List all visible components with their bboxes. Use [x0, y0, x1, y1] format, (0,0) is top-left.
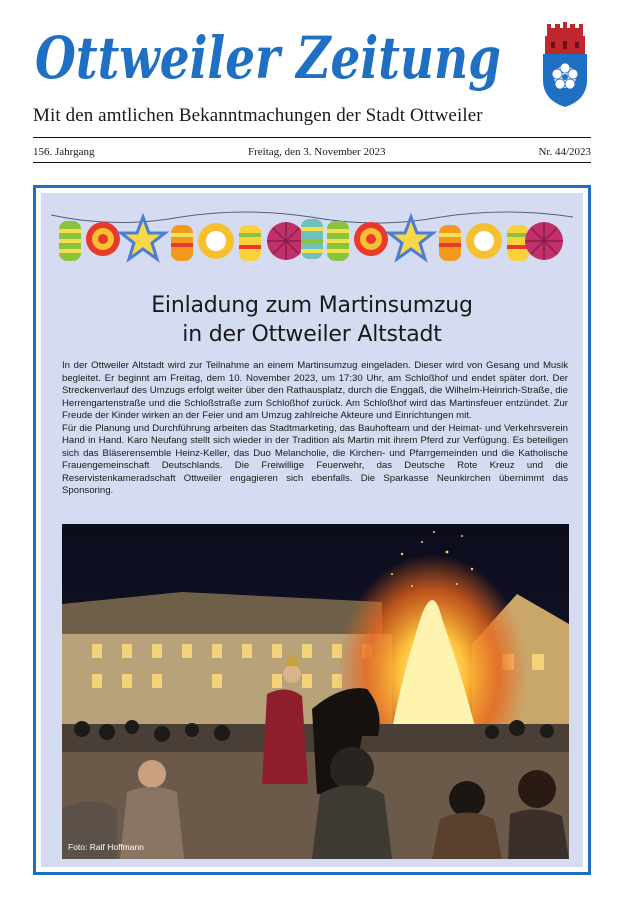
photo-credit: Foto: Ralf Hoffmann: [68, 842, 144, 852]
volume-label: 156. Jahrgang: [33, 146, 95, 158]
masthead-title: Ottweiler Zeitung: [35, 24, 501, 92]
coat-of-arms-icon: [541, 22, 589, 108]
feature-frame: [33, 185, 591, 875]
article-paragraph-1: In der Ottweiler Altstadt wird zur Teilnahme an einem Martinsumzug eingeladen. Dieser wird von Gesang und Musik begleitet. Er beginnt am Freitag, dem 10. November 2023, um 17:30 Uhr, am Schloßhof und endet später dort. Der Streckenverlauf des Umzugs erfolgt weiter über den Rathausplatz, durch die Enggaß, die Wilhelm-Heinrich-Straße, die Herrengartenstraße und die Schloßstraße zum Schloßhof zurück. Am Schloßhof wird das Martinsfeuer entzündet. Zur Freude der Kinder wirken an der Feier und am Umzug zahlreiche Akteure und Einrichtungen mit.: [62, 360, 568, 421]
martin-fire-photo: [62, 524, 569, 859]
bottom-rule: [33, 162, 591, 163]
masthead-subtitle: Mit den amtlichen Bekanntmachungen der Stadt Ottweiler: [33, 105, 483, 126]
masthead-logo: [33, 16, 503, 104]
article-headline: [41, 291, 583, 349]
article-body: [62, 360, 568, 498]
issue-number: Nr. 44/2023: [538, 146, 591, 158]
feature-panel: [41, 193, 583, 867]
article-paragraph-2: Für die Planung und Durchführung arbeiten das Stadtmarketing, das Bauhofteam und der Heimat- und Verkehrsverein Hand in Hand. Karo Neufang stellt sich wieder in der Tradition als Martin mit ihrem Pferd zur Verfügung. Es beteiligen sich das Bläserensemble Heinz-Keller, das Duo Melancholie, die Kirchen- und Pfarrgemeinden und die Katholische Frauengemeinschaft Deutschlands. Die Freiwillige Feuerwehr, das Deutsche Rote Kreuz und die Reservistenkameradschaft Ottweiler engagieren sich ebenfalls. Die Sparkasse Neunkirchen übernimmt das Sponsoring.: [62, 422, 568, 496]
issue-date: Freitag, den 3. November 2023: [248, 146, 386, 158]
headline-line-1: Einladung zum Martinsumzug: [151, 293, 473, 318]
lantern-garland-image: [51, 203, 573, 273]
headline-line-2: in der Ottweiler Altstadt: [182, 322, 442, 347]
top-rule: [33, 137, 591, 138]
